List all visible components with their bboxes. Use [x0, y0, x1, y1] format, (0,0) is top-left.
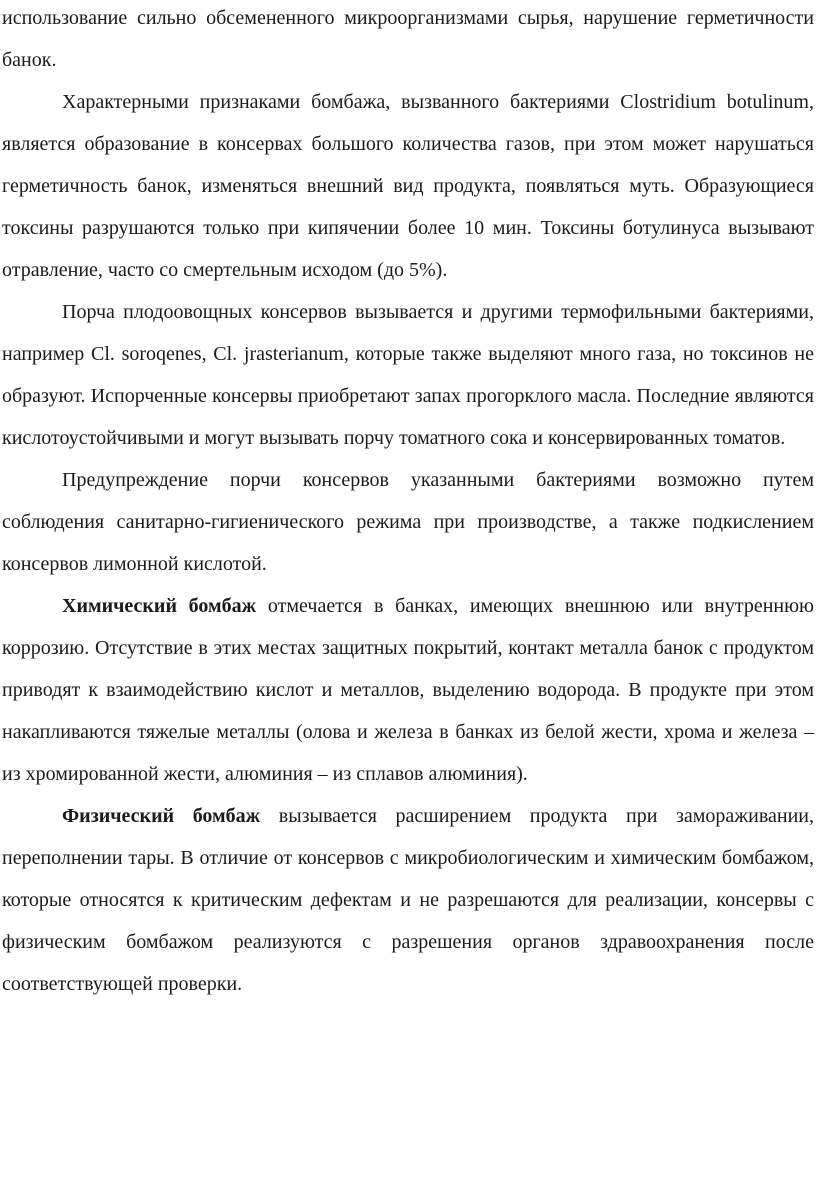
paragraph-spoilage — [2, 291, 814, 459]
paragraph-text: Порча плодоовощных консервов вызывается и другими термофильными бактериями, например Cl. soroqenes, Cl. jrasterianum, которые также выделяют много газа, но токсинов не образуют. Испорченные консервы приобретают запах прогорклого масла. Последние являются кислотоустойчивыми и могут вызывать порчу томатного сока и консервированных томатов. — [2, 301, 814, 449]
term-chemical-bombage: Химический бомбаж — [62, 595, 257, 617]
paragraph-continuation — [2, 0, 814, 81]
paragraph-clostridium — [2, 81, 814, 291]
paragraph-text: использование сильно обсемененного микроорганизмами сырья, нарушение герметичности банок. — [2, 7, 814, 71]
paragraph-chemical-bombage — [2, 585, 814, 795]
term-physical-bombage: Физический бомбаж — [62, 805, 261, 827]
paragraph-text: Предупреждение порчи консервов указанными бактериями возможно путем соблюдения санитарно-гигиенического режима при производстве, а также подкислением консервов лимонной кислотой. — [2, 469, 814, 575]
paragraph-physical-bombage — [2, 795, 814, 1005]
paragraph-text: вызывается расширением продукта при замораживании, переполнении тары. В отличие от консервов с микробиологическим и химическим бомбажом, которые относятся к критическим дефектам и не разрешаются для реализации, консервы с физическим бомбажом реализуются с разрешения органов здравоохранения после соответствующей проверки. — [2, 805, 814, 995]
paragraph-text: отмечается в банках, имеющих внешнюю или внутреннюю коррозию. Отсутствие в этих местах защитных покрытий, контакт металла банок с продуктом приводят к взаимодействию кислот и металлов, выделению водорода. В продукте при этом накапливаются тяжелые металлы (олова и железа в банках из белой жести, хрома и железа – из хромированной жести, алюминия – из сплавов алюминия). — [2, 595, 814, 785]
paragraph-prevention — [2, 459, 814, 585]
paragraph-text: Характерными признаками бомбажа, вызванного бактериями Clostridium botulinum, является образование в консервах большого количества газов, при этом может нарушаться герметичность банок, изменяться внешний вид продукта, появляться муть. Образующиеся токсины разрушаются только при кипячении более 10 мин. Токсины ботулинуса вызывают отравление, часто со смертельным исходом (до 5%). — [2, 91, 814, 281]
